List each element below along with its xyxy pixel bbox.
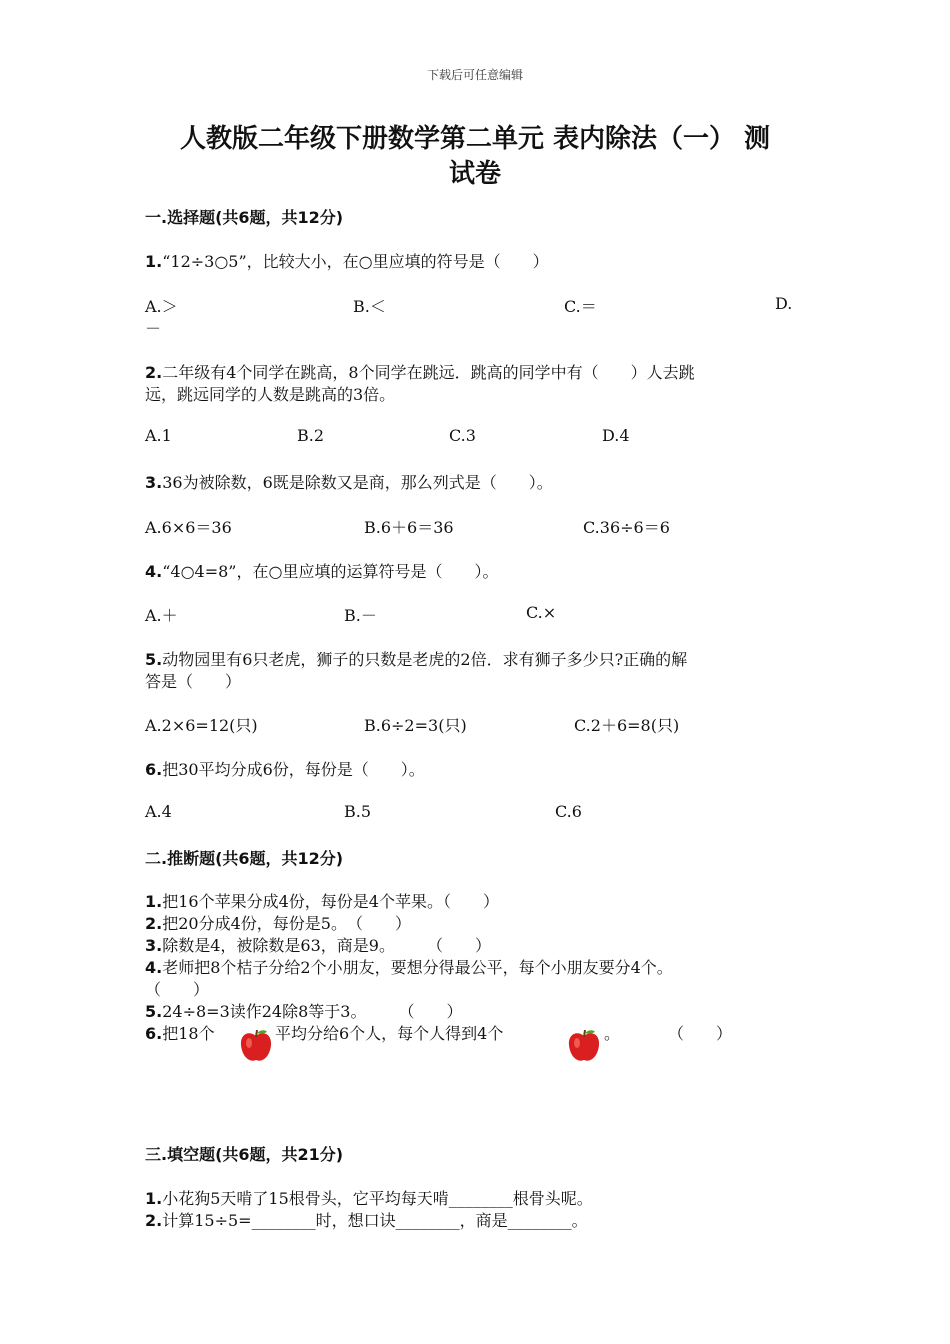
- option-a: A.＋: [145, 606, 178, 625]
- option-a: A.1: [145, 426, 172, 445]
- question-number: 1.: [145, 252, 163, 271]
- question-number: 2.: [145, 914, 163, 933]
- question-text: “4○4=8”，在○里应填的运算符号是（ ）。: [162, 562, 499, 581]
- question-number: 6.: [145, 1024, 163, 1043]
- question-text: 除数是4，被除数是63，商是9。 （ ）: [162, 936, 491, 955]
- option-c: C.×: [526, 603, 557, 622]
- judge-question-3: [145, 933, 491, 956]
- option-c: C.3: [449, 426, 476, 445]
- judge-question-6: [145, 1021, 215, 1044]
- header-note: 下载后可任意编辑: [426, 68, 523, 82]
- page-title-line-1: 人教版二年级下册数学第二单元 表内除法（一） 测: [179, 124, 771, 154]
- question-number: 1.: [145, 892, 163, 911]
- question-text: 二年级有4个同学在跳高，8个同学在跳远．跳高的同学中有（ ）人去跳: [162, 363, 695, 382]
- option-b: B.＜: [353, 297, 386, 316]
- option-b: B.6÷2=3(只): [364, 716, 467, 735]
- choice-question-2-cont: 远，跳远同学的人数是跳高的3倍。: [145, 385, 396, 404]
- judge-question-6-end: 。: [604, 1024, 621, 1043]
- section-heading-judge: 二.推断题(共6题，共12分): [145, 849, 344, 868]
- question-number: 5.: [145, 1002, 163, 1021]
- question-text: 计算15÷5=________时，想口诀________，商是________。: [162, 1211, 588, 1230]
- option-c: C.36÷6＝6: [583, 518, 670, 537]
- question-text: 36为被除数，6既是除数又是商，那么列式是（ ）。: [162, 473, 553, 492]
- choice-question-5: [145, 647, 687, 670]
- option-a: A.＞: [145, 297, 178, 316]
- question-number: 2.: [145, 363, 163, 382]
- judge-question-6-blank: （ ）: [668, 1024, 733, 1043]
- option-b: B.－: [344, 606, 377, 625]
- page-title-line-2: 试卷: [448, 159, 501, 189]
- question-text: 把16个苹果分成4份，每份是4个苹果。（ ）: [162, 892, 499, 911]
- question-number: 4.: [145, 562, 163, 581]
- apple-icon: [567, 1028, 601, 1064]
- question-text: 老师把8个桔子分给2个小朋友，要想分得最公平，每个小朋友要分4个。: [162, 958, 673, 977]
- option-a: A.6×6＝36: [145, 518, 232, 537]
- judge-question-1: [145, 889, 499, 912]
- option-c: C.2＋6=8(只): [574, 716, 680, 735]
- question-number: 5.: [145, 650, 163, 669]
- section-heading-fill: 三.填空题(共6题，共21分): [145, 1145, 344, 1164]
- apple-icon: [239, 1028, 273, 1064]
- option-d: D.: [775, 294, 793, 313]
- question-number: 4.: [145, 958, 163, 977]
- section-heading-choice: 一.选择题(共6题，共12分): [145, 208, 344, 227]
- judge-question-4: [145, 955, 673, 978]
- question-number: 2.: [145, 1211, 163, 1230]
- option-d-value: －: [145, 319, 162, 338]
- option-b: B.5: [344, 802, 372, 821]
- question-number: 6.: [145, 760, 163, 779]
- option-d: D.4: [602, 426, 630, 445]
- choice-question-5-cont: 答是（ ）: [145, 672, 242, 691]
- judge-question-6-middle: 平均分给6个人，每个人得到4个: [275, 1024, 504, 1043]
- judge-question-2: [145, 911, 411, 934]
- question-number: 3.: [145, 936, 163, 955]
- choice-question-6: [145, 757, 425, 780]
- question-text: 24÷8=3读作24除8等于3。 （ ）: [162, 1002, 463, 1021]
- option-c: C.6: [555, 802, 582, 821]
- question-text: 把20分成4份，每份是5。 （ ）: [162, 914, 411, 933]
- option-b: B.6＋6＝36: [364, 518, 454, 537]
- question-text: 小花狗5天啃了15根骨头，它平均每天啃________根骨头呢。: [162, 1189, 593, 1208]
- question-text: “12÷3○5”，比较大小，在○里应填的符号是（ ）: [162, 252, 549, 271]
- choice-question-4: [145, 559, 498, 582]
- fill-question-2: [145, 1208, 588, 1231]
- option-a: A.2×6=12(只): [145, 716, 258, 735]
- fill-question-1: [145, 1186, 593, 1209]
- judge-question-5: [145, 999, 462, 1022]
- question-number: 1.: [145, 1189, 163, 1208]
- question-text: 把30平均分成6份，每份是（ ）。: [162, 760, 425, 779]
- choice-question-3: [145, 470, 553, 493]
- question-text: 动物园里有6只老虎，狮子的只数是老虎的2倍．求有狮子多少只?正确的解: [162, 650, 688, 669]
- question-number: 3.: [145, 473, 163, 492]
- choice-question-1: [145, 249, 549, 272]
- option-a: A.4: [145, 802, 172, 821]
- choice-question-2: [145, 360, 695, 383]
- judge-question-4-cont: （ ）: [145, 980, 210, 999]
- question-text: 把18个: [162, 1024, 215, 1043]
- option-c: C.＝: [564, 297, 597, 316]
- option-b: B.2: [297, 426, 325, 445]
